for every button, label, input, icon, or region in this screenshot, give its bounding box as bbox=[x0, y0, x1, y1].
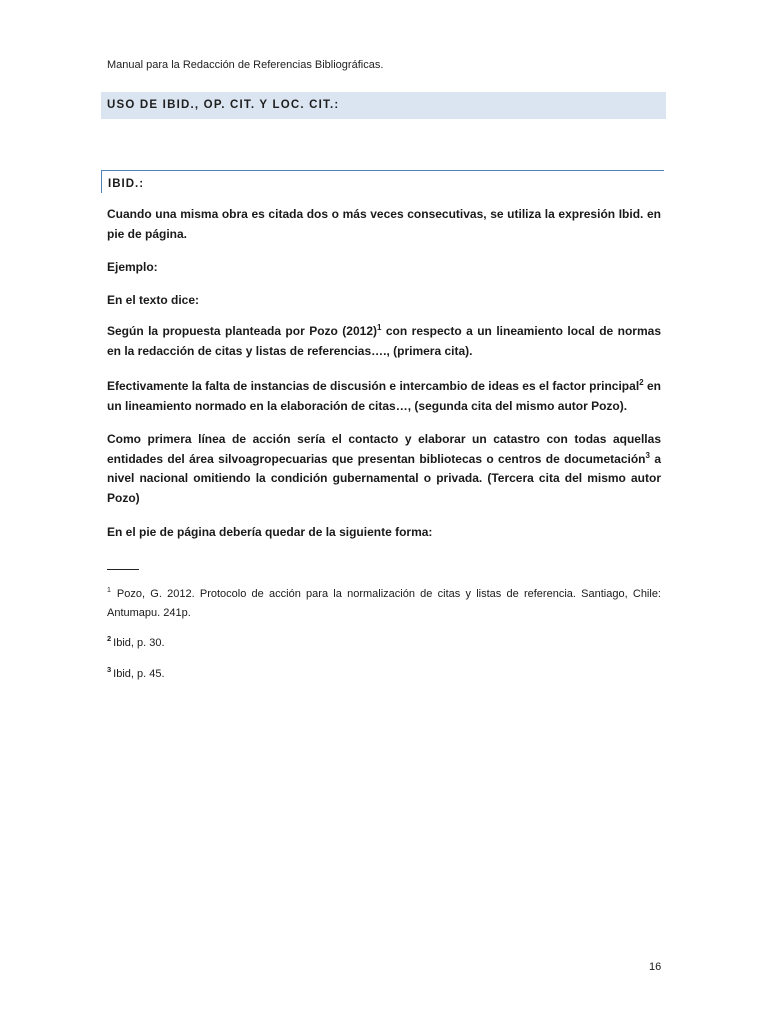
paragraph-second-citation bbox=[107, 377, 661, 416]
third-citation-text-a: Como primera línea de acción sería el contacto y elaborar un catastro con todas aquellas entidades del área silvoagropecuarias que presentan bibliotecas o centros de documetación bbox=[107, 432, 661, 466]
footnote-separator bbox=[107, 569, 139, 570]
footer-instruction-text: En el pie de página debería quedar de la siguiente forma: bbox=[107, 525, 433, 539]
footnote-1-mark: 1 bbox=[107, 587, 111, 595]
second-citation-text-b: en un lineamiento normado en la elaboración de citas…, (segunda cita del mismo autor Pozo). bbox=[107, 379, 661, 413]
paragraph-third-citation bbox=[107, 430, 661, 508]
footnote-2 bbox=[107, 634, 661, 653]
section-title: USO DE IBID., OP. CIT. Y LOC. CIT.: bbox=[101, 92, 666, 119]
ibid-heading: IBID.: bbox=[101, 170, 664, 193]
text-says-label: En el texto dice: bbox=[107, 293, 200, 307]
running-header: Manual para la Redacción de Referencias Bibliográficas. bbox=[107, 59, 384, 71]
footnote-1 bbox=[107, 585, 661, 623]
first-citation-text-b: con respecto a un lineamiento local de normas en la redacción de citas y listas de referencias…., (primera cita). bbox=[107, 324, 661, 358]
footnote-1-text: Pozo, G. 2012. Protocolo de acción para la normalización de citas y listas de referencia. Santiago, Chile: Antumapu. 241p. bbox=[107, 588, 661, 619]
third-citation-text-b: a nivel nacional omitiendo la condición gubernamental o privada. (Tercera cita del mismo autor Pozo) bbox=[107, 451, 661, 505]
footnote-2-text: Ibid, p. 30. bbox=[113, 637, 165, 649]
paragraph-first-citation bbox=[107, 322, 661, 361]
footnote-ref-3[interactable]: 3 bbox=[645, 450, 650, 460]
paragraph-intro-text: Cuando una misma obra es citada dos o más veces consecutivas, se utiliza la expresión Ibid. en pie de página. bbox=[107, 207, 661, 241]
example-label: Ejemplo: bbox=[107, 260, 158, 274]
paragraph-example-label bbox=[107, 258, 661, 278]
paragraph-text-says bbox=[107, 291, 661, 311]
footnote-2-mark: 2 bbox=[107, 634, 112, 644]
footnote-3-mark: 3 bbox=[107, 665, 112, 675]
paragraph-intro bbox=[107, 205, 661, 244]
first-citation-text-a: Según la propuesta planteada por Pozo (2012) bbox=[107, 324, 377, 338]
page-number: 16 bbox=[649, 961, 662, 973]
footnote-ref-2[interactable]: 2 bbox=[639, 378, 644, 387]
paragraph-footer-instruction bbox=[107, 523, 661, 543]
footnote-3 bbox=[107, 665, 661, 684]
footnote-ref-1[interactable]: 1 bbox=[377, 323, 382, 332]
second-citation-text-a: Efectivamente la falta de instancias de discusión e intercambio de ideas es el factor principal bbox=[107, 379, 640, 393]
footnote-3-text: Ibid, p. 45. bbox=[113, 668, 165, 680]
